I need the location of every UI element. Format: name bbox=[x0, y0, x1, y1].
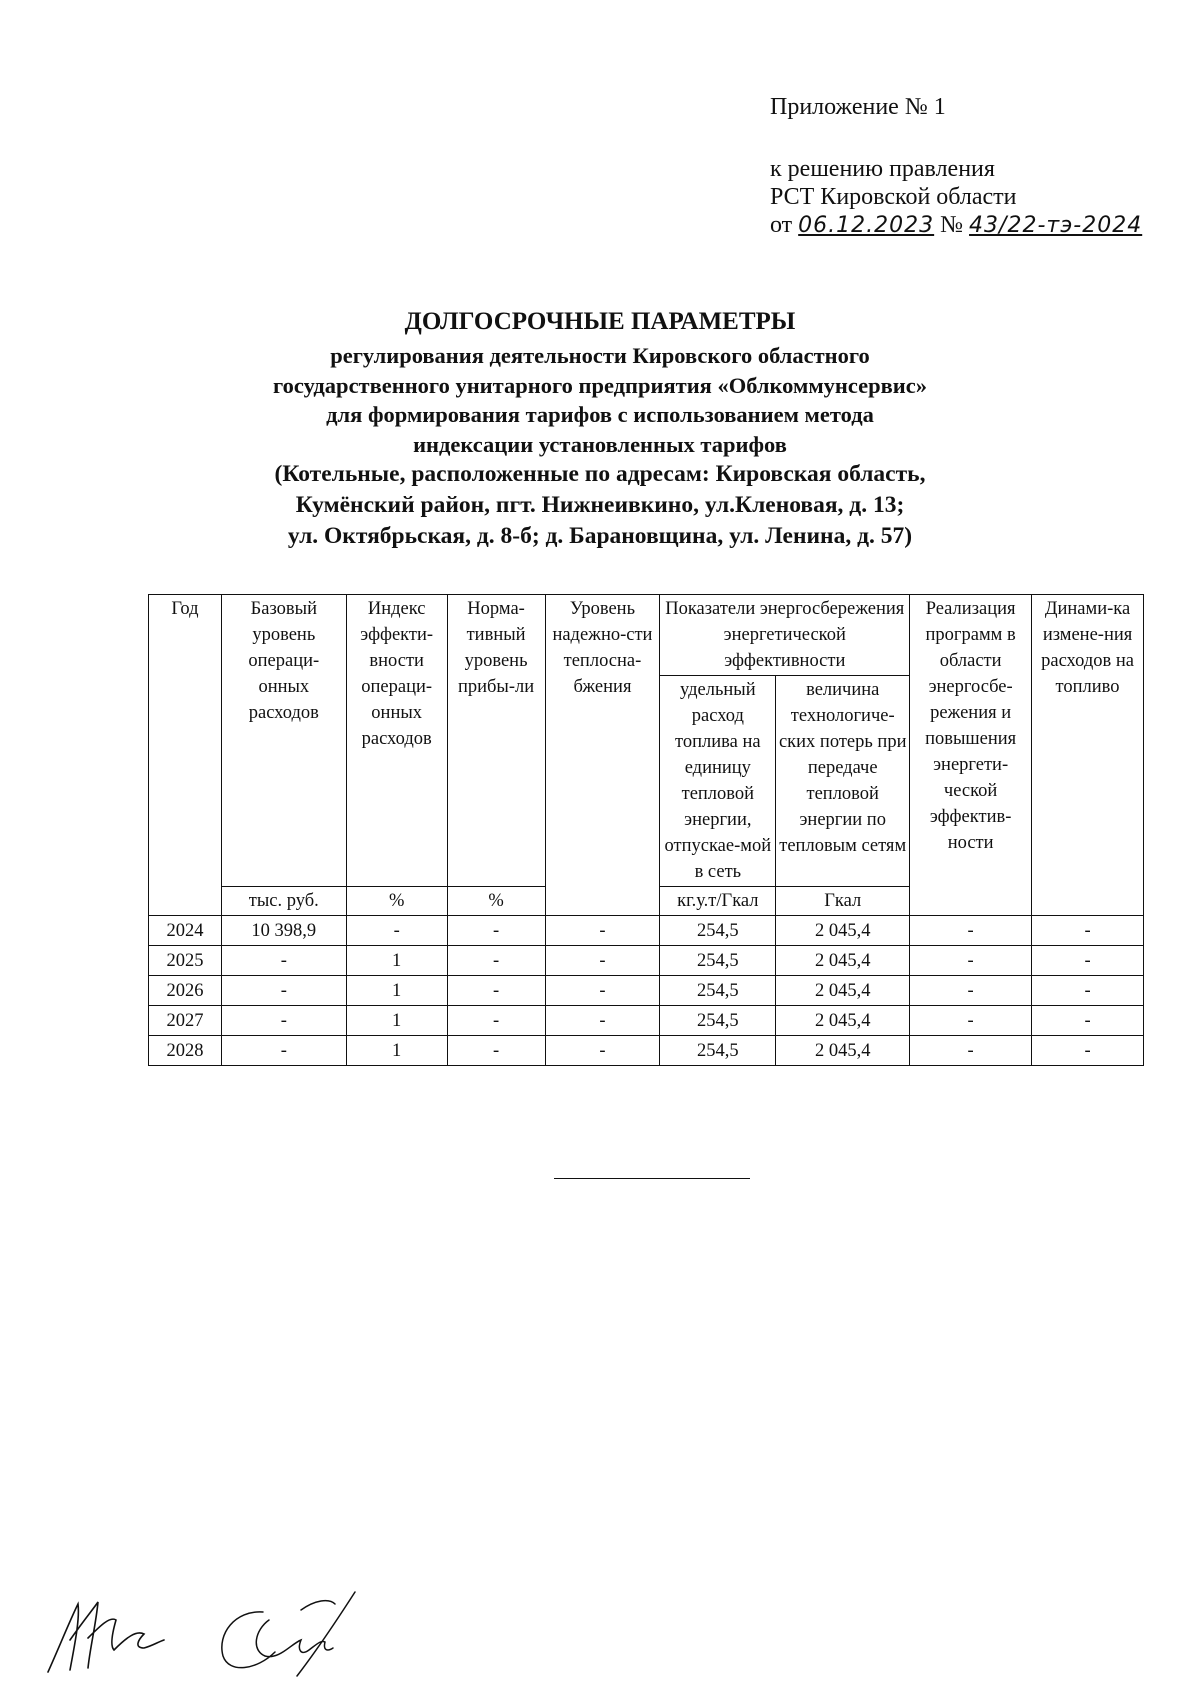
header-row-1 bbox=[149, 595, 1144, 676]
header-base-level: Базовый уровень операци-онных расходов bbox=[221, 595, 346, 887]
decision-line-1: к решению правления bbox=[770, 156, 995, 182]
cell-year: 2025 bbox=[149, 946, 222, 976]
cell-dynamics: - bbox=[1032, 1006, 1144, 1036]
header-efficiency-index: Индекс эффекти-вности операци-онных расходов bbox=[346, 595, 447, 887]
number-prefix: № bbox=[940, 212, 964, 238]
cell-index: 1 bbox=[346, 946, 447, 976]
table-row bbox=[149, 1036, 1144, 1066]
cell-programs: - bbox=[910, 976, 1032, 1006]
header-profit-level: Норма-тивный уровень прибы-ли bbox=[447, 595, 545, 887]
cell-profit: - bbox=[447, 976, 545, 1006]
header-energy-group: Показатели энергосбережения энергетической эффективности bbox=[660, 595, 910, 676]
cell-reliability: - bbox=[545, 1006, 660, 1036]
cell-fuel: 254,5 bbox=[660, 946, 776, 976]
decision-number: 43/22-тэ-2024 bbox=[969, 213, 1143, 238]
cell-year: 2024 bbox=[149, 916, 222, 946]
title-main: ДОЛГОСРОЧНЫЕ ПАРАМЕТРЫ bbox=[404, 308, 796, 335]
cell-reliability: - bbox=[545, 976, 660, 1006]
cell-profit: - bbox=[447, 1036, 545, 1066]
cell-index: 1 bbox=[346, 1036, 447, 1066]
table-row bbox=[149, 916, 1144, 946]
cell-fuel: 254,5 bbox=[660, 1036, 776, 1066]
closing-rule bbox=[554, 1178, 750, 1179]
decision-line-3 bbox=[770, 211, 1142, 240]
title-address-line: (Котельные, расположенные по адресам: Кировская область, bbox=[274, 461, 926, 487]
decision-reference bbox=[770, 155, 1142, 240]
title-line: государственного унитарного предприятия «Облкоммунсервис» bbox=[273, 372, 927, 398]
cell-losses: 2 045,4 bbox=[776, 976, 910, 1006]
unit-base-level: тыс. руб. bbox=[221, 887, 346, 916]
decision-date: 06.12.2023 bbox=[798, 213, 935, 238]
title-address-line: ул. Октябрьская, д. 8-б; д. Барановщина, ул. Ленина, д. 57) bbox=[287, 523, 913, 549]
cell-programs: - bbox=[910, 1036, 1032, 1066]
cell-fuel: 254,5 bbox=[660, 916, 776, 946]
cell-reliability: - bbox=[545, 916, 660, 946]
cell-base: - bbox=[221, 946, 346, 976]
cell-year: 2027 bbox=[149, 1006, 222, 1036]
header-reliability: Уровень надежно-сти теплосна-бжения bbox=[545, 595, 660, 916]
title-address-line: Кумёнский район, пгт. Нижнеивкино, ул.Кленовая, д. 13; bbox=[295, 492, 905, 518]
unit-fuel-rate: кг.у.т/Гкал bbox=[660, 887, 776, 916]
table-row bbox=[149, 976, 1144, 1006]
parameters-table bbox=[148, 594, 1144, 1066]
unit-efficiency-index: % bbox=[346, 887, 447, 916]
cell-reliability: - bbox=[545, 946, 660, 976]
cell-programs: - bbox=[910, 1006, 1032, 1036]
header-programs: Реализация программ в области энергосбе-режения и повышения энергети-ческой эффектив-ности bbox=[910, 595, 1032, 916]
cell-profit: - bbox=[447, 946, 545, 976]
decision-line-2: РСТ Кировской области bbox=[770, 184, 1017, 210]
title-line: индексации установленных тарифов bbox=[413, 431, 787, 457]
cell-index: 1 bbox=[346, 976, 447, 1006]
title-line: регулирования деятельности Кировского областного bbox=[330, 343, 870, 368]
cell-dynamics: - bbox=[1032, 976, 1144, 1006]
document-title bbox=[150, 305, 1050, 552]
cell-base: - bbox=[221, 1006, 346, 1036]
cell-reliability: - bbox=[545, 1036, 660, 1066]
table-row bbox=[149, 1006, 1144, 1036]
table-row bbox=[149, 946, 1144, 976]
cell-base: - bbox=[221, 1036, 346, 1066]
cell-losses: 2 045,4 bbox=[776, 946, 910, 976]
cell-base: 10 398,9 bbox=[221, 916, 346, 946]
signature-1-icon bbox=[40, 1590, 175, 1680]
cell-programs: - bbox=[910, 916, 1032, 946]
header-year: Год bbox=[149, 595, 222, 916]
cell-year: 2028 bbox=[149, 1036, 222, 1066]
cell-losses: 2 045,4 bbox=[776, 1036, 910, 1066]
cell-dynamics: - bbox=[1032, 916, 1144, 946]
cell-dynamics: - bbox=[1032, 946, 1144, 976]
date-prefix: от bbox=[770, 212, 793, 238]
cell-fuel: 254,5 bbox=[660, 1006, 776, 1036]
cell-year: 2026 bbox=[149, 976, 222, 1006]
cell-profit: - bbox=[447, 1006, 545, 1036]
cell-losses: 2 045,4 bbox=[776, 916, 910, 946]
appendix-label: Приложение № 1 bbox=[770, 94, 946, 120]
cell-index: - bbox=[346, 916, 447, 946]
cell-index: 1 bbox=[346, 1006, 447, 1036]
title-line: для формирования тарифов с использованием метода bbox=[326, 402, 874, 427]
signature-2-icon bbox=[205, 1590, 375, 1680]
unit-profit-level: % bbox=[447, 887, 545, 916]
cell-fuel: 254,5 bbox=[660, 976, 776, 1006]
cell-dynamics: - bbox=[1032, 1036, 1144, 1066]
header-fuel-rate: удельный расход топлива на единицу тепловой энергии, отпускае-мой в сеть bbox=[660, 676, 776, 887]
cell-programs: - bbox=[910, 946, 1032, 976]
header-losses: величина технологиче-ских потерь при передаче тепловой энергии по тепловым сетям bbox=[776, 676, 910, 887]
cell-losses: 2 045,4 bbox=[776, 1006, 910, 1036]
header-fuel-dynamics: Динами-ка измене-ния расходов на топливо bbox=[1032, 595, 1144, 916]
cell-profit: - bbox=[447, 916, 545, 946]
unit-losses: Гкал bbox=[776, 887, 910, 916]
cell-base: - bbox=[221, 976, 346, 1006]
